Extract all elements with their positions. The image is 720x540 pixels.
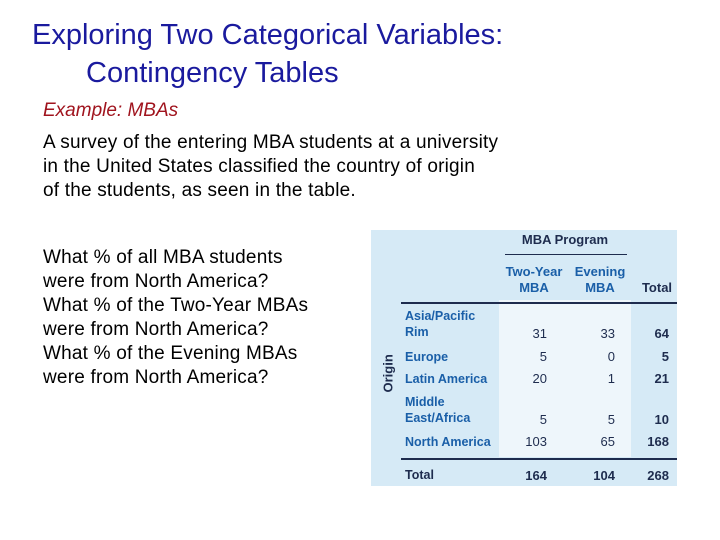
cell-total: 64 (654, 326, 669, 341)
total-grand: 268 (647, 468, 669, 483)
cell-two-year: 5 (539, 349, 547, 364)
group-header-rule (505, 254, 627, 255)
column-header-line: Evening (574, 264, 626, 279)
cell-evening: 5 (607, 412, 615, 427)
question-line: What % of the Two-Year MBAs (43, 295, 309, 316)
total-evening: 104 (593, 468, 615, 483)
cell-two-year: 103 (525, 434, 547, 449)
slide-title (32, 16, 503, 92)
column-header-line: MBA (519, 280, 549, 295)
cell-two-year: 5 (539, 412, 547, 427)
slide-title-line-2: Contingency Tables (86, 57, 339, 89)
cell-evening: 0 (607, 349, 615, 364)
questions-list (43, 246, 383, 390)
table-row-label: Latin America (405, 372, 488, 386)
cell-two-year: 31 (532, 326, 547, 341)
row-group-label (373, 354, 403, 393)
question-line: were from North America? (43, 319, 269, 340)
total-two-year: 164 (525, 468, 547, 483)
cell-total: 5 (661, 349, 669, 364)
cell-evening: 1 (607, 371, 615, 386)
table-row-label: Europe (405, 350, 449, 364)
question-line: were from North America? (43, 367, 269, 388)
row-label-line: East/Africa (405, 411, 471, 425)
intro-line: A survey of the entering MBA students at a university (43, 132, 499, 153)
column-header-total: Total (641, 280, 673, 295)
intro-line: of the students, as seen in the table. (43, 180, 356, 201)
column-header-line: Two-Year (505, 264, 563, 279)
contingency-table (371, 230, 677, 486)
header-rule (401, 302, 677, 304)
row-label-line: Asia/Pacific (405, 309, 476, 323)
slide-title-line-1: Exploring Two Categorical Variables: (32, 19, 504, 51)
intro-paragraph (43, 131, 643, 203)
cell-total: 21 (654, 371, 669, 386)
cell-evening: 33 (600, 326, 615, 341)
row-label-line: Middle (405, 395, 445, 409)
question-line: What % of all MBA students (43, 247, 283, 268)
origin-label: Origin (380, 354, 396, 393)
cell-evening: 65 (600, 434, 615, 449)
cell-total: 10 (654, 412, 669, 427)
question-line: were from North America? (43, 271, 269, 292)
column-header-evening (569, 264, 631, 296)
table-group-header: MBA Program (521, 232, 609, 247)
question-line: What % of the Evening MBAs (43, 343, 298, 364)
cell-total: 168 (647, 434, 669, 449)
table-row-label (405, 308, 497, 340)
column-header-line: MBA (585, 280, 615, 295)
row-label-line: Rim (405, 325, 429, 339)
totals-rule (401, 458, 677, 460)
table-row-label: North America (405, 435, 491, 449)
example-heading: Example: MBAs (43, 100, 179, 121)
column-header-two-year (501, 264, 567, 296)
intro-line: in the United States classified the country of origin (43, 156, 475, 177)
table-row-label (405, 394, 497, 426)
cell-two-year: 20 (532, 371, 547, 386)
totals-row-label: Total (405, 468, 434, 482)
